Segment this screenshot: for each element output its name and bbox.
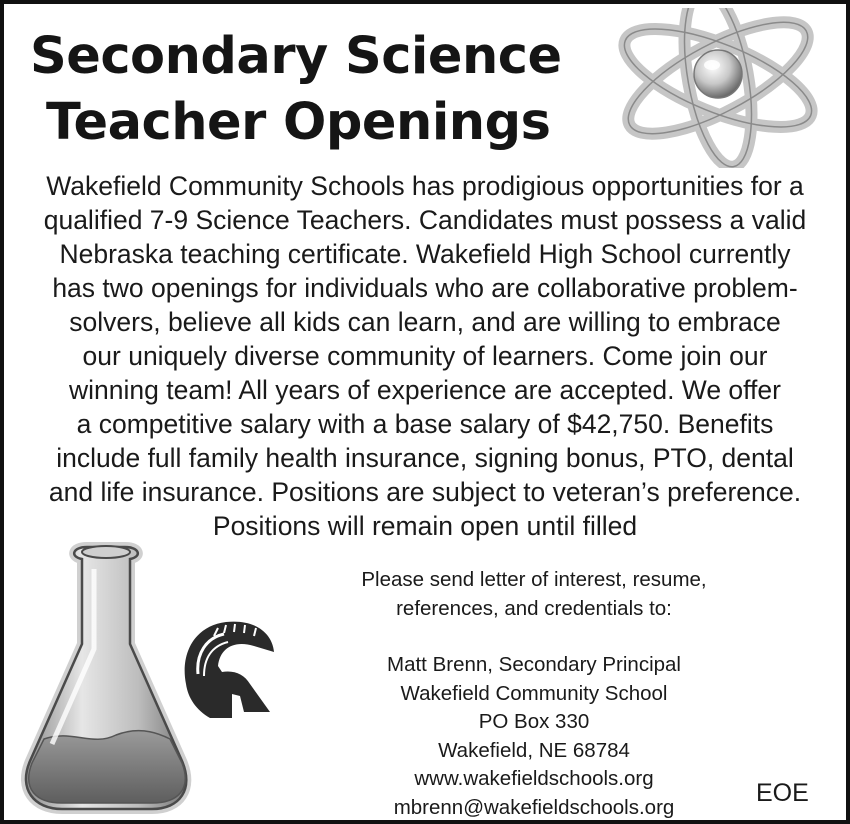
- contact-name: Matt Brenn, Secondary Principal: [387, 653, 681, 676]
- contact-po-box: PO Box 330: [478, 710, 590, 733]
- description-line: winning team! All years of experience are accepted. We offer: [69, 375, 781, 405]
- spacer: [284, 623, 784, 651]
- description-line: include full family health insurance, signing bonus, PTO, dental: [56, 443, 794, 473]
- eoe-label: EOE: [756, 779, 809, 807]
- title-line-2: Teacher Openings: [46, 93, 551, 152]
- description-line: qualified 7-9 Science Teachers. Candidates must possess a valid: [43, 205, 807, 235]
- contact-block: [284, 566, 784, 822]
- description-line: a competitive salary with a base salary of $42,750. Benefits: [76, 409, 774, 439]
- description-line: Nebraska teaching certificate. Wakefield High School currently: [59, 239, 791, 269]
- description-line: and life insurance. Positions are subject to veteran’s preference.: [48, 477, 802, 507]
- atom-icon: [608, 8, 838, 168]
- ad-title: [28, 24, 628, 156]
- contact-intro-line-1: Please send letter of interest, resume,: [361, 568, 707, 591]
- description-line: has two openings for individuals who are collaborative problem-: [52, 273, 798, 303]
- description-line: Positions will remain open until filled: [212, 511, 638, 541]
- contact-intro-line-2: references, and credentials to:: [396, 596, 672, 620]
- contact-website: www.wakefieldschools.org: [414, 767, 654, 790]
- description-line: our uniquely diverse community of learners. Come join our: [82, 341, 768, 371]
- spartan-helmet-logo: [174, 614, 284, 729]
- description-line: Wakefield Community Schools has prodigious opportunities for a: [46, 171, 804, 201]
- contact-city: Wakefield, NE 68784: [438, 738, 630, 762]
- description-line: solvers, believe all kids can learn, and are willing to embrace: [69, 307, 781, 337]
- contact-email: mbrenn@wakefieldschools.org: [393, 795, 675, 819]
- title-line-1: Secondary Science: [30, 27, 562, 86]
- job-description: [10, 169, 840, 543]
- contact-organization: Wakefield Community School: [400, 681, 668, 705]
- flask-icon: [12, 539, 197, 824]
